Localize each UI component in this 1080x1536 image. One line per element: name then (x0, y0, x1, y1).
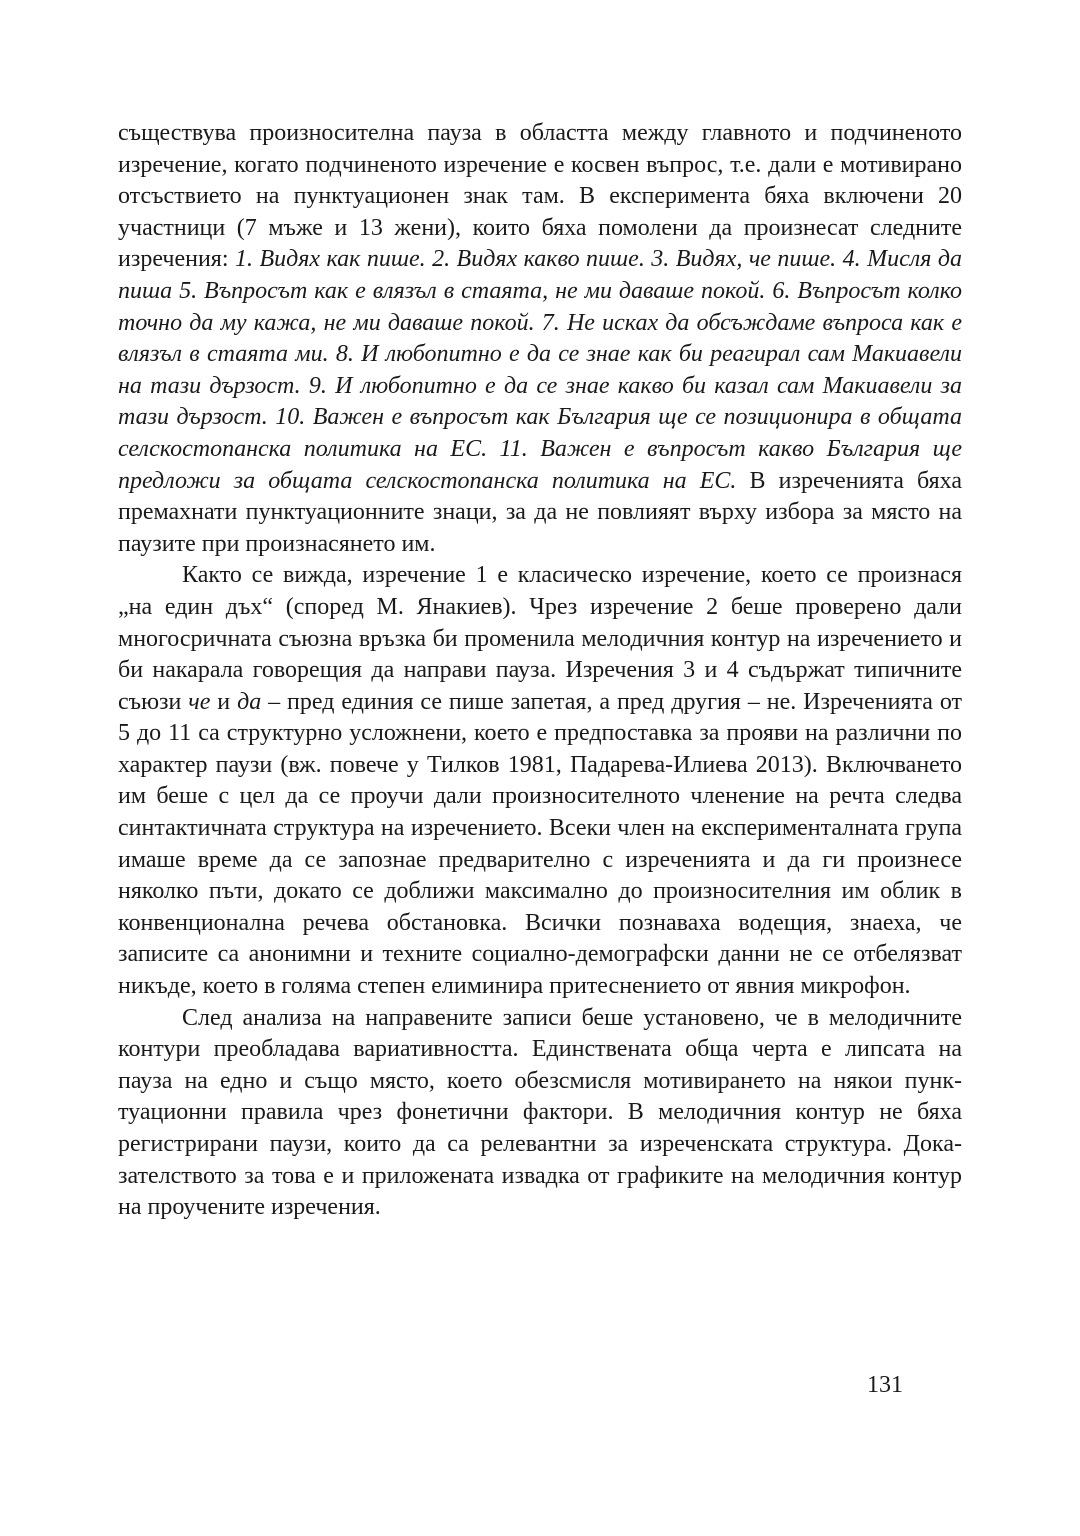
paragraph-2-and: и (210, 688, 238, 715)
paragraph-1-text: съществува произносителна пауза в областта между главното и подчиненото изречение, когато подчиненото изречение е косвен въпрос, т.е. дали е мотивирано отсъствието на пунктуационен знак там. В експеримента бяха включени 20 участници (7 мъже и 13 жени), които бяха помолени да произнесат следните изречения: (118, 120, 962, 273)
paragraph-2-text: Както се вижда, изречение 1 е класическо изречение, което се произнася „на един дъх“ (според М. Янакиев). Чрез изречение 2 беше проверено дали многосричната съюзна връзка би променила мелодичния контур на изречението и би накарала говорещия да направи пауза. Изречения 3 и 4 съдържат типичните съюзи (118, 562, 962, 715)
page-number: 131 (867, 1372, 903, 1398)
page-body (118, 118, 962, 1224)
paragraph-1-tail: В изреченията бяха премахнати пунктуационните знаци, за да не повлияят върху избора за място на паузите при произнасянето им. (118, 467, 962, 557)
paragraph-2 (118, 560, 962, 1002)
conjunction-che: че (188, 688, 211, 715)
example-sentences: 1. Видях как пише. 2. Видях какво пише. 3. Видях, че пише. 4. Мисля да пиша 5. Въпросът как е влязъл в стаята, не ми даваше покой. 6. Въпросът колко точно да му кажа, не ми даваше покой. 7. Не исках да обсъждаме въпроса как е влязъл в стаята ми. 8. И любопитно е да се знае как би реагирал сам Макиавели на тази дързост. 9. И любопитно е да се знае какво би казал сам Макиавели за тази дързост. 10. Важен е въпросът как България ще се позиционира в общата селскостопанска политика на ЕС. 11. Важен е въпросът какво България ще предложи за общата селскостопанска политика на ЕС. (118, 246, 962, 494)
conjunction-da: да (237, 688, 262, 715)
paragraph-3-text: След анализа на направените записи беше установено, че в мелодичните контури преобладава вариативността. Единствената обща черта е липсата на пауза на едно и също място, което обезсмисля мотивирането на някои пунктуационни правила чрез фонетични фактори. В мелодичния контур не бяха регистрирани паузи, които да са релевантни за изреченската структура. Доказателството за това е и приложената извадка от графиките на мелодичния контур на проучените изречения. (118, 1004, 962, 1221)
paragraph-1 (118, 118, 962, 560)
paragraph-3 (118, 1003, 962, 1224)
paragraph-2-tail: – пред единия се пише запетая, а пред другия – не. Изреченията от 5 до 11 са структурно усложнени, което е предпоставка за прояви на различни по характер паузи (вж. повече у Тилков 1981, Падарева-Илиева 2013). Включването им беше с цел да се проучи дали произносителното членение на речта следва синтактичната структура на изречението. Всеки член на експерименталната група имаше време да се запознае предварително с изреченията и да ги произнесе няколко пъти, докато се доближи максимално до произносителния им облик в конвенционална речева обстановка. Всички познаваха водещия, знаеха, че записите са анонимни и техните социално-демографски данни не се отбелязват никъде, което в голяма степен елиминира притеснението от явния микрофон. (118, 688, 963, 1000)
